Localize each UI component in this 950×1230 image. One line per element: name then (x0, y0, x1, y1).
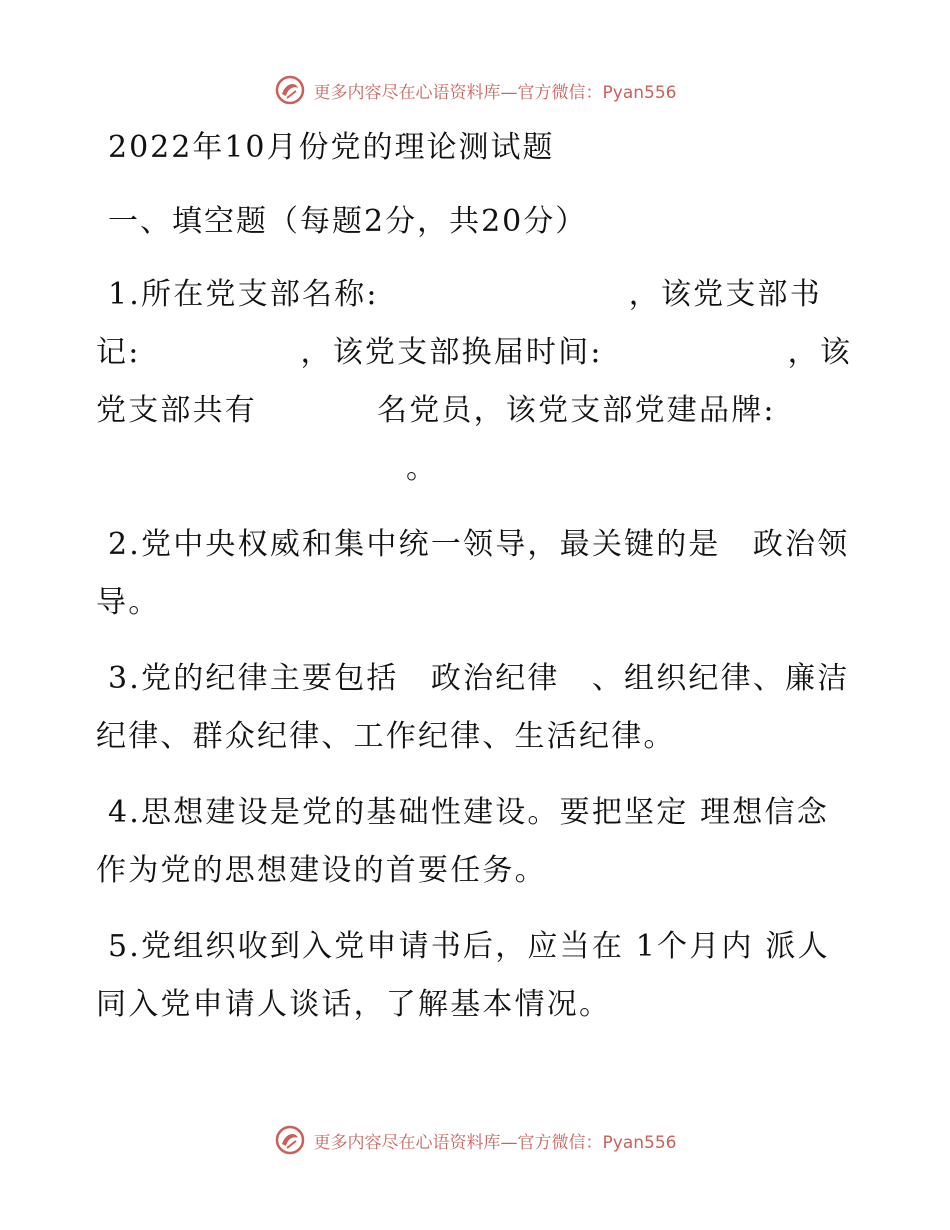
header-watermark (0, 70, 950, 110)
q1-part4: ，该党支部共有 (96, 335, 853, 428)
q1-part3: ，该党支部换届时间: (300, 335, 603, 370)
q1-part6: 。 (406, 451, 439, 486)
question-4: 4.思想建设是党的基础性建设。要把坚定 理想信念 作为党的思想建设的首要任务。 (96, 795, 829, 888)
document-body (96, 120, 856, 1034)
red-swirl-logo-icon (274, 74, 306, 106)
question-3: 3.党的纪律主要包括 政治纪律 、组织纪律、廉洁纪律、群众纪律、工作纪律、生活纪律。 (96, 661, 850, 754)
question-2: 2.党中央权威和集中统一领导，最关键的是 政治领导。 (96, 527, 850, 620)
footer-watermark (0, 1120, 950, 1160)
question-5: 5.党组织收到入党申请书后，应当在 1个月内 派人同入党申请人谈话，了解基本情况。 (96, 929, 830, 1022)
q1-part5: 名党员，该党支部党建品牌: (377, 393, 776, 428)
section-heading: 一、填空题（每题2分，共20分） (108, 204, 588, 239)
q1-part2: ，该党支部书记: (96, 277, 822, 370)
watermark-text: 更多内容尽在心语资料库—官方微信：Pyan556 (313, 82, 677, 103)
document-title: 2022年10月份党的理论测试题 (108, 130, 555, 165)
watermark-text: 更多内容尽在心语资料库—官方微信：Pyan556 (313, 1132, 677, 1153)
q1-part1: 1.所在党支部名称: (108, 277, 379, 312)
red-swirl-logo-icon (274, 1124, 306, 1156)
question-1 (96, 266, 856, 498)
